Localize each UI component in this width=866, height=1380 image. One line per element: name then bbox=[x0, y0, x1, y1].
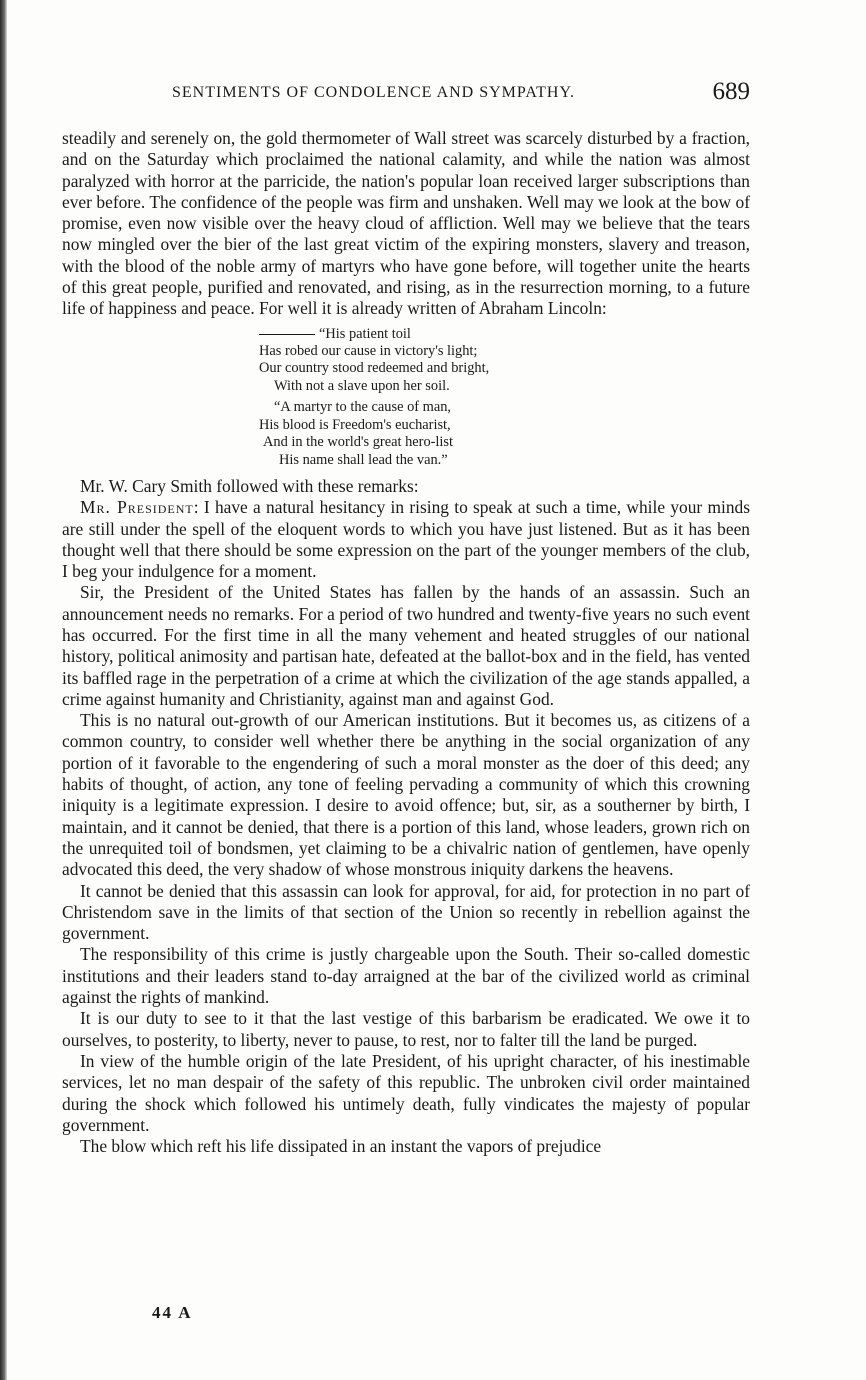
paragraph: The responsibility of this crime is justly chargeable upon the South. Their so-called domestic institutions and their leaders stand to-day arraigned at the bar of the civilized world as criminal against the rights of mankind. bbox=[62, 944, 750, 1008]
verse-line: His name shall lead the van.” bbox=[279, 451, 448, 468]
verse-dash bbox=[259, 334, 315, 335]
verse-stanza bbox=[259, 326, 750, 396]
verse-line: “His patient toil bbox=[259, 326, 750, 343]
verse-line: With not a slave upon her soil. bbox=[274, 377, 450, 394]
verse-quotation bbox=[259, 326, 750, 469]
paragraph: steadily and serenely on, the gold thermometer of Wall street was scarcely disturbed by a fraction, and on the Saturday which proclaimed the national calamity, and while the nation was almost paralyzed with horror at the parricide, the nation's popular loan received larger subscriptions than ever before. The confidence of the people was firm and unshaken. Well may we look at the bow of promise, even now visible over the heavy cloud of affliction. Well may we believe that the tears now mingled over the bier of the last great victim of the expiring monsters, slavery and treason, with the blood of the noble army of martyrs who have gone before, will together unite the hearts of this great people, purified and renovated, and rising, as in the resurrection morning, to a future life of happiness and peace. For well it is already written of Abraham Lincoln: bbox=[62, 128, 750, 319]
paragraph: The blow which reft his life dissipated in an instant the vapors of prejudice bbox=[80, 1136, 602, 1157]
running-head: SENTIMENTS OF CONDOLENCE AND SYMPATHY. bbox=[172, 84, 575, 101]
verse-line: And in the world's great hero-list bbox=[263, 434, 454, 451]
speaker-address: Mr. President bbox=[80, 497, 194, 518]
paragraph: Mr. W. Cary Smith followed with these remarks: bbox=[80, 475, 419, 496]
paragraph: It cannot be denied that this assassin can look for approval, for aid, for protection in no part of Christendom save in the limits of that section of the Union so recently in rebellion against the government. bbox=[62, 880, 750, 944]
body-text bbox=[62, 128, 750, 1157]
paragraph: Sir, the President of the United States has fallen by the hands of an assassin. Such an announcement needs no remarks. For a period of two hundred and twenty-five years no such event has occurred. For the first time in all the many vehement and heated struggles of our national history, political animosity and partisan hate, defeated at the ballot-box and in the field, has vented its baffled rage in the perpetration of a crime at which the civilization of the age stands appalled, a crime against humanity and Christianity, against man and against God. bbox=[62, 582, 750, 709]
paragraph: In view of the humble origin of the late President, of his upright character, of his inestimable services, let no man despair of the safety of this republic. The unbroken civil order maintained during the shock which followed his untimely death, fully vindicates the majesty of popular government. bbox=[62, 1050, 750, 1135]
signature-mark: 44 A bbox=[152, 1303, 193, 1322]
page-number: 689 bbox=[712, 78, 750, 105]
paragraph: This is no natural out-growth of our American institutions. But it becomes us, as citizens of a common country, to consider well whether there be anything in the social organization of any portion of it favorable to the engendering of such a moral monster as the doer of this deed; any habits of thought, of action, any tone of feeling pervading a community of which this crowning iniquity is a legitimate expression. I desire to avoid offence; but, sir, as a southerner by birth, I maintain, and it cannot be denied, that there is a portion of this land, whose leaders, grown rich on the unrequited toil of bondsmen, yet claiming to be a chivalric nation of gentlemen, have openly advocated this deed, the very shadow of whose monstrous iniquity darkens the heavens. bbox=[62, 710, 750, 880]
verse-line: Our country stood redeemed and bright, bbox=[259, 360, 490, 377]
paragraph: Mr. President: I have a natural hesitancy in rising to speak at such a time, while your minds are still under the spell of the eloquent words to which you have just listened. But as it has been thought well that there should be some expression on the part of the younger members of the club, I beg your indulgence for a moment. bbox=[62, 497, 750, 582]
verse-line: Has robed our cause in victory's light; bbox=[259, 343, 478, 360]
page-header bbox=[60, 78, 750, 112]
verse-stanza bbox=[259, 399, 750, 469]
binding-edge bbox=[0, 0, 7, 1380]
verse-line: “A martyr to the cause of man, bbox=[274, 399, 452, 416]
verse-line: His blood is Freedom's eucharist, bbox=[259, 416, 451, 433]
paragraph: It is our duty to see to it that the last vestige of this barbarism be eradicated. We owe it to ourselves, to posterity, to liberty, never to pause, to rest, nor to falter till the land be purged. bbox=[62, 1008, 750, 1050]
